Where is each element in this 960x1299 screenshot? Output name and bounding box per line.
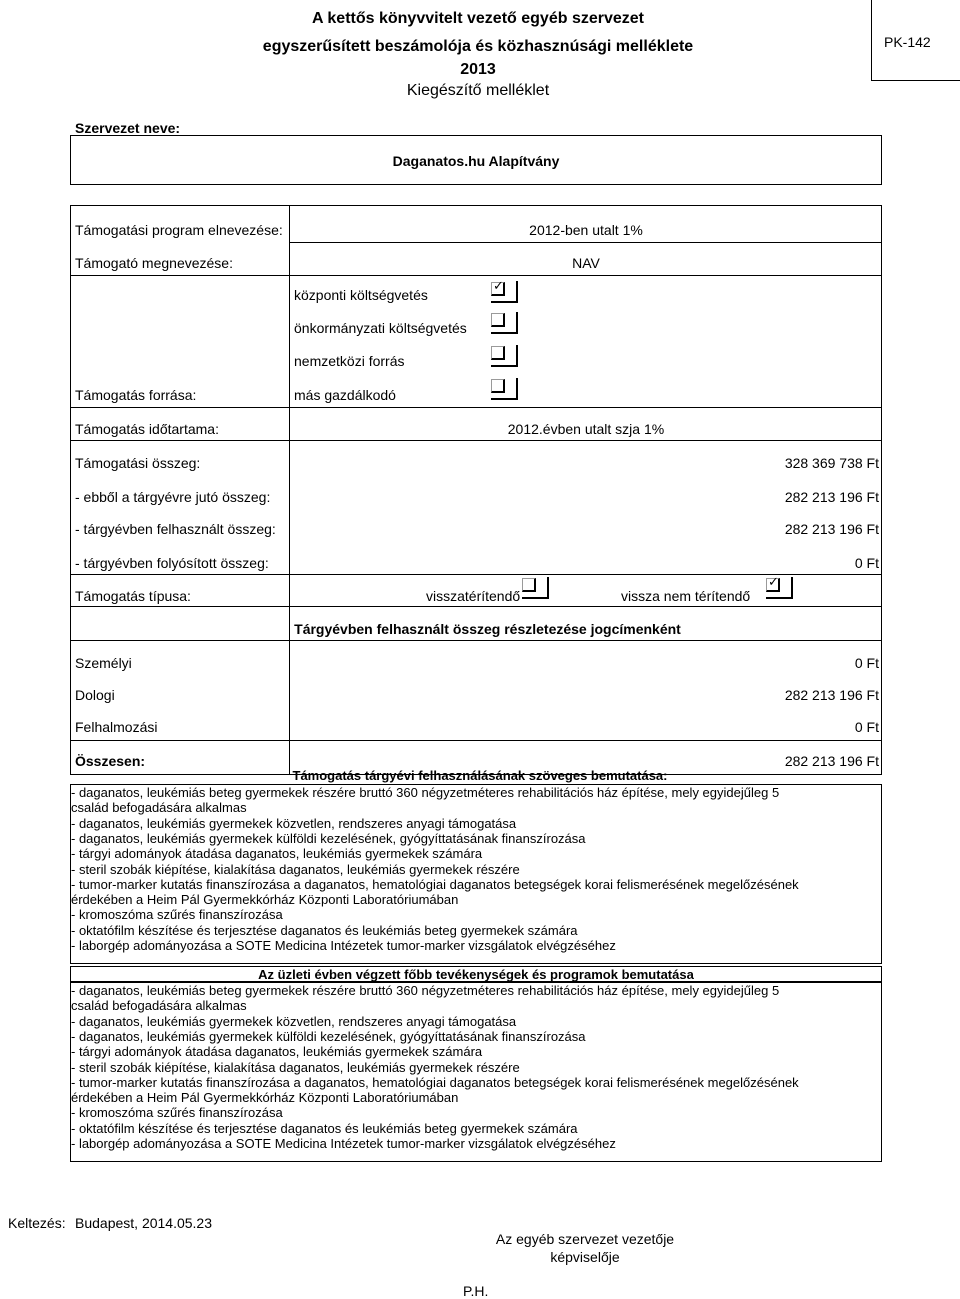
text-line: - daganatos, leukémiás gyermekek külföldi kezelésének, gyógyíttatásának finanszírozása [71,830,586,846]
text-line: érdekében a Heim Pál Gyermekkórház Központi Laboratóriumában [71,892,459,908]
source-label-central: központi költségvetés [294,287,428,303]
breakdown-value-capital: 0 Ft [854,719,879,735]
amount-label: Támogatási összeg: [75,455,201,471]
text-line: - laborgép adományozása a SOTE Medicina Intézetek tumor-marker vizsgálatok elvégzéséhez [71,938,616,953]
checkmark-icon: ✓ [493,278,504,293]
header-divider [871,0,872,80]
text-line: - oktatófilm készítése és terjesztése daganatos és leukémiás beteg gyermekek számára [71,922,578,938]
text-line: - kromoszóma szűrés finanszírozása [71,907,283,923]
checkbox-frame [491,378,518,400]
program-label: Támogatási program elnevezése: [75,222,283,238]
support-rule-3 [70,407,882,408]
support-rule-2 [70,275,882,276]
title-year: 2013 [460,61,496,78]
support-rule-6 [70,606,882,607]
year-share-value: 282 213 196 Ft [784,489,879,505]
type-label: Támogatás típusa: [75,588,191,604]
support-column-divider [289,205,290,775]
breakdown-value-personal: 0 Ft [854,655,879,671]
supporter-label: Támogató megnevezése: [75,255,233,271]
checkbox-frame [491,345,518,367]
date-label: Keltezés: [8,1215,66,1231]
supporter-value: NAV [572,255,600,271]
header-bottom-rule [871,80,960,81]
title-line-1: A kettős könyvvitelt vezető egyéb szervezet [312,10,644,27]
used-value: 282 213 196 Ft [784,521,879,537]
organization-name: Daganatos.hu Alapítvány [392,153,560,169]
form-code: PK-142 [884,34,931,50]
text-line: - daganatos, leukémiás beteg gyermekek részére bruttó 360 négyzetméteres rehabilitációs ház építése, mely egyidejűleg 5 [71,785,780,800]
breakdown-label-capital: Felhalmozási [75,719,158,735]
text-line: - daganatos, leukémiás gyermekek közvetlen, rendszeres anyagi támogatása [71,1013,517,1029]
breakdown-total-label: Összesen: [75,753,146,769]
year-share-label: - ebből a tárgyévre jutó összeg: [75,489,271,505]
support-rule-5 [70,574,882,575]
support-rule-1 [289,242,882,243]
text-line: - steril szobák kiépítése, kialakítása daganatos, leukémiás gyermekek részére [71,861,520,877]
breakdown-title: Tárgyévben felhasznált összeg részletezése jogcímenként [294,621,681,637]
title-line-2: egyszerűsített beszámolója és közhasznúsági melléklete [262,38,694,55]
paid-label: - tárgyévben folyósított összeg: [75,555,269,571]
type-nonrefundable-label: vissza nem térítendő [621,588,751,604]
text-line: - daganatos, leukémiás beteg gyermekek részére bruttó 360 négyzetméteres rehabilitációs ház építése, mely egyidejűleg 5 [71,983,780,998]
text-line: család befogadására alkalmas [71,998,247,1014]
checkbox-frame [491,312,518,334]
type-refundable-label: visszatérítendő [426,588,521,604]
text-line: - tárgyi adományok átadása daganatos, leukémiás gyermekek számára [71,846,483,862]
text-line: - tumor-marker kutatás finanszírozása a daganatos, hematológiai daganatos betegségek korai felismerésének megelőzésének [71,1074,799,1090]
checkmark-icon: ✓ [768,574,779,589]
source-section-label: Támogatás forrása: [75,387,197,403]
breakdown-value-material: 282 213 196 Ft [784,687,879,703]
checkbox-frame [522,577,549,599]
duration-label: Támogatás időtartama: [75,421,219,437]
text-line: - tumor-marker kutatás finanszírozása a daganatos, hematológiai daganatos betegségek korai felismerésének megelőzésének [71,876,799,892]
source-label-municipal: önkormányzati költségvetés [294,320,467,336]
text-line: - daganatos, leukémiás gyermekek külföldi kezelésének, gyógyíttatásának finanszírozása [71,1028,586,1044]
stamp-label: P.H. [463,1283,489,1299]
checkbox-frame [491,278,518,303]
breakdown-label-personal: Személyi [75,655,132,671]
amount-value: 328 369 738 Ft [784,455,879,471]
breakdown-rule-top [70,640,882,641]
text-line: család befogadására alkalmas [71,800,247,816]
paid-value: 0 Ft [854,555,879,571]
program-value: 2012-ben utalt 1% [529,222,643,238]
usage-title: Támogatás tárgyévi felhasználásának szöveges bemutatása: [292,768,668,783]
text-line: - kromoszóma szűrés finanszírozása [71,1105,283,1121]
subtitle: Kiegészítő melléklet [406,82,550,99]
text-line: - steril szobák kiépítése, kialakítása daganatos, leukémiás gyermekek részére [71,1059,520,1075]
date-value: Budapest, 2014.05.23 [75,1215,213,1231]
breakdown-total-value: 282 213 196 Ft [784,753,879,769]
source-label-international: nemzetközi forrás [294,353,405,369]
text-line: - daganatos, leukémiás gyermekek közvetlen, rendszeres anyagi támogatása [71,815,517,831]
breakdown-label-material: Dologi [75,687,115,703]
duration-value: 2012.évben utalt szja 1% [507,421,665,437]
text-line: - laborgép adományozása a SOTE Medicina Intézetek tumor-marker vizsgálatok elvégzéséhez [71,1136,616,1151]
text-line: érdekében a Heim Pál Gyermekkórház Központi Laboratóriumában [71,1090,459,1106]
text-line: - oktatófilm készítése és terjesztése daganatos és leukémiás beteg gyermekek számára [71,1120,578,1136]
signatory-line-1: Az egyéb szervezet vezetője [495,1231,675,1247]
breakdown-rule-bottom [70,740,882,741]
checkbox-frame [766,574,793,599]
signatory-line-2: képviselője [550,1249,620,1265]
text-line: - tárgyi adományok átadása daganatos, leukémiás gyermekek számára [71,1044,483,1060]
activities-title: Az üzleti évben végzett főbb tevékenységek és programok bemutatása [258,967,694,982]
support-rule-4 [70,440,882,441]
organization-label: Szervezet neve: [75,120,181,136]
source-label-other: más gazdálkodó [294,387,396,403]
used-label: - tárgyévben felhasznált összeg: [75,521,276,537]
